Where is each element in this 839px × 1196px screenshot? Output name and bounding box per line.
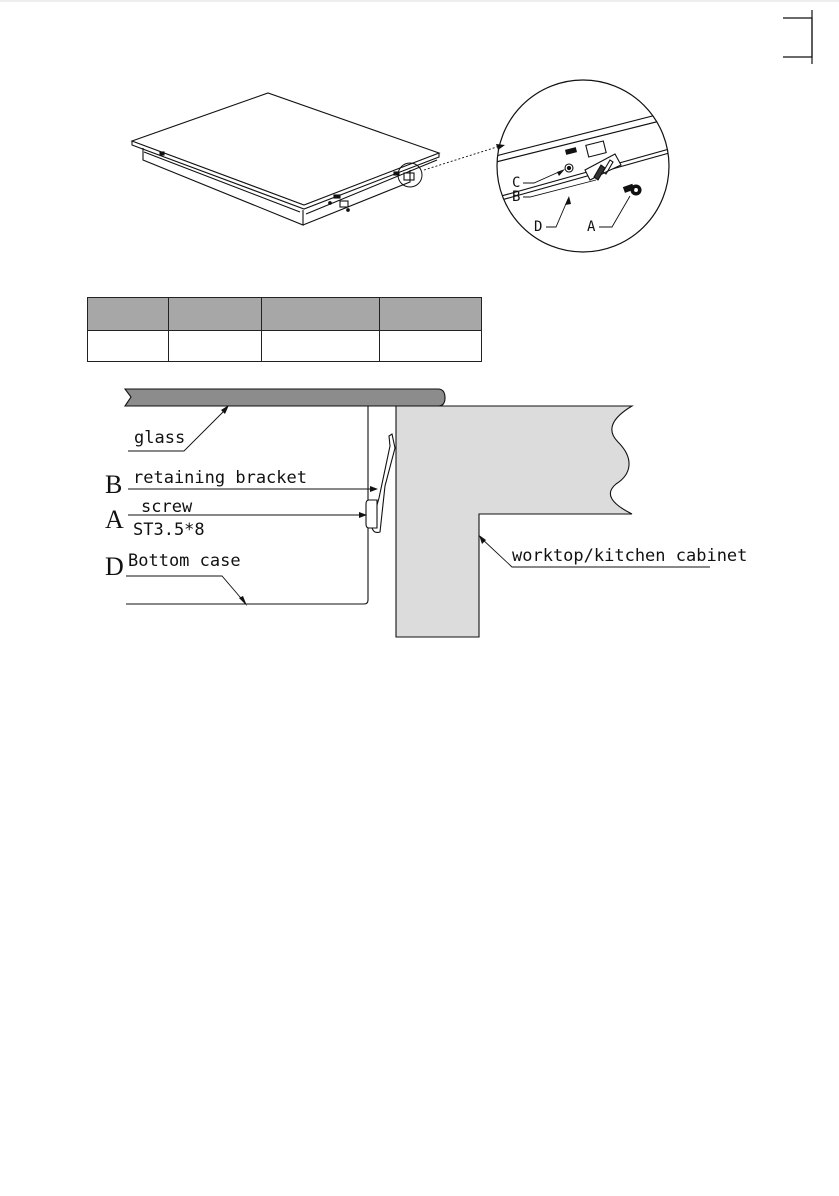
table-cell — [169, 331, 262, 362]
top-corner-mark — [783, 10, 812, 64]
label-bottom-case: Bottom case — [128, 551, 241, 571]
table-cell — [262, 331, 380, 362]
detail-label-c: C — [512, 175, 521, 191]
table-header-cell — [380, 298, 482, 331]
detail-label-b: B — [512, 189, 521, 205]
table-header-cell — [169, 298, 262, 331]
table-cell — [88, 331, 169, 362]
table-cell — [380, 331, 482, 362]
label-b-letter: B — [105, 470, 123, 499]
label-screw: screw — [141, 497, 193, 517]
glass-panel — [125, 389, 445, 406]
zoom-arrow — [496, 144, 505, 150]
zoom-detail — [480, 80, 680, 252]
label-d-letter: D — [105, 552, 124, 581]
detail-label-d: D — [534, 219, 543, 235]
cooktop-isometric — [132, 93, 439, 225]
dimension-table — [87, 297, 482, 362]
label-worktop: worktop/kitchen cabinet — [512, 546, 748, 566]
label-a-letter: A — [105, 505, 124, 534]
table-header-row — [88, 298, 482, 331]
worktop-section — [396, 406, 632, 637]
label-glass: glass — [134, 428, 186, 448]
label-retaining-bracket: retaining bracket — [133, 468, 307, 488]
cross-section — [105, 389, 747, 637]
label-screw-spec: ST3.5*8 — [133, 520, 205, 540]
table-row — [88, 331, 482, 362]
table-header-cell — [262, 298, 380, 331]
table-header-cell — [88, 298, 169, 331]
detail-label-a: A — [587, 219, 596, 235]
screw-head — [366, 500, 377, 528]
